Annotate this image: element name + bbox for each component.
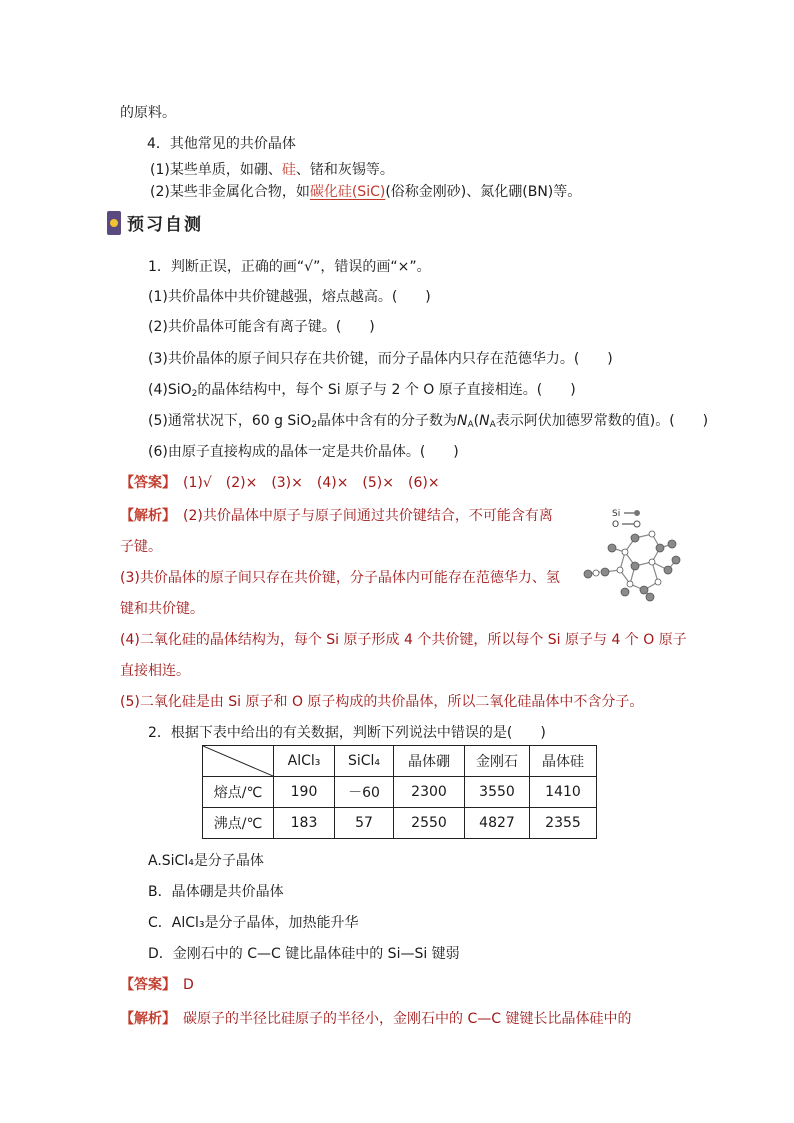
- q1-item-6: (6)由原子直接构成的晶体一定是共价晶体。( ): [148, 444, 459, 460]
- item-4-sub-2: (2)某些非金属化合物，如碳化硅(SiC)(俗称金刚砂)、氮化硼(BN)等。: [150, 184, 582, 200]
- q1-explanation-4a: (4)二氧化硅的晶体结构为，每个 Si 原子形成 4 个共价键，所以每个 Si 原子与 4 个 O 原子: [120, 632, 687, 648]
- data-table: [202, 745, 597, 839]
- q1-explanation-2a: 【解析】 (2)共价晶体中原子与原子间通过共价键结合，不可能含有离: [120, 508, 553, 524]
- q2-option-c: C．AlCl₃是分子晶体，加热能升华: [148, 915, 359, 931]
- table-header: AlCl₃: [274, 746, 335, 777]
- section-title: 预习自测: [127, 215, 203, 235]
- q1-item-2: (2)共价晶体可能含有离子键。( ): [148, 319, 375, 335]
- table-cell: 183: [274, 808, 335, 839]
- table-header-row: [203, 746, 597, 777]
- item-4-heading: 4．其他常见的共价晶体: [147, 136, 296, 152]
- q1-item-5: (5)通常状况下，60 g SiO$_2$晶体中含有的分子数为$N_A(N_A$表示阿伏加德罗常数的值)。( ): [148, 413, 709, 430]
- q1-answer: 【答案】 (1)√ (2)× (3)× (4)× (5)× (6)×: [120, 475, 440, 491]
- section-header: [107, 210, 203, 235]
- table-header: 晶体硅: [530, 746, 597, 777]
- table-header: 晶体硼: [394, 746, 465, 777]
- q1-stem: 1．判断正误，正确的画“√”，错误的画“×”。: [148, 259, 431, 275]
- q1-explanation-3a: (3)共价晶体的原子间只存在共价键，分子晶体内可能存在范德华力、氢: [120, 570, 560, 586]
- table-cell: 3550: [465, 777, 530, 808]
- table-cell: 190: [274, 777, 335, 808]
- q1-explanation-4b: 直接相连。: [120, 663, 190, 679]
- table-cell: 2300: [394, 777, 465, 808]
- table-cell: 沸点/℃: [203, 808, 274, 839]
- q2-stem: 2．根据下表中给出的有关数据，判断下列说法中错误的是( ): [148, 725, 546, 741]
- table-cell: 熔点/℃: [203, 777, 274, 808]
- table-cell: 2355: [530, 808, 597, 839]
- q1-item-3: (3)共价晶体的原子间只存在共价键，而分子晶体内只存在范德华力。( ): [148, 351, 613, 367]
- table-cell: 57: [335, 808, 394, 839]
- q1-item-1: (1)共价晶体中共价键越强，熔点越高。( ): [148, 289, 431, 305]
- table-cell: 1410: [530, 777, 597, 808]
- q1-explanation-2b: 子键。: [120, 539, 162, 555]
- sio2-structure-diagram: [580, 500, 690, 610]
- q1-explanation-5: (5)二氧化硅是由 Si 原子和 O 原子构成的共价晶体，所以二氧化硅晶体中不含分子。: [120, 694, 644, 710]
- table-row: [203, 777, 597, 808]
- table-corner-cell: [203, 746, 274, 777]
- q2-option-d: D．金刚石中的 C—C 键比晶体硅中的 Si—Si 键弱: [148, 946, 460, 962]
- q1-explanation-3b: 键和共价键。: [120, 601, 204, 617]
- item-4-sub-1: (1)某些单质，如硼、硅、锗和灰锡等。: [150, 162, 394, 178]
- diagonal-line: [203, 746, 273, 776]
- q2-option-a: A.SiCl₄是分子晶体: [148, 853, 264, 869]
- table-row: [203, 808, 597, 839]
- table-cell: 4827: [465, 808, 530, 839]
- q2-option-b: B．晶体硼是共价晶体: [148, 884, 284, 900]
- legend-o-label: O: [612, 520, 620, 530]
- q1-item-4: (4)SiO$_2$的晶体结构中，每个 Si 原子与 2 个 O 原子直接相连。( ): [148, 382, 576, 399]
- table-cell: －60: [335, 777, 394, 808]
- legend-si-label: Si: [612, 509, 621, 519]
- notebook-icon: [107, 211, 121, 235]
- continuation-text: 的原料。: [120, 105, 176, 121]
- q2-explanation: 【解析】 碳原子的半径比硅原子的半径小，金刚石中的 C—C 键键长比晶体硅中的: [120, 1011, 632, 1027]
- table-cell: 2550: [394, 808, 465, 839]
- q2-answer: 【答案】 D: [120, 977, 194, 993]
- table-header: SiCl₄: [335, 746, 394, 777]
- table-header: 金刚石: [465, 746, 530, 777]
